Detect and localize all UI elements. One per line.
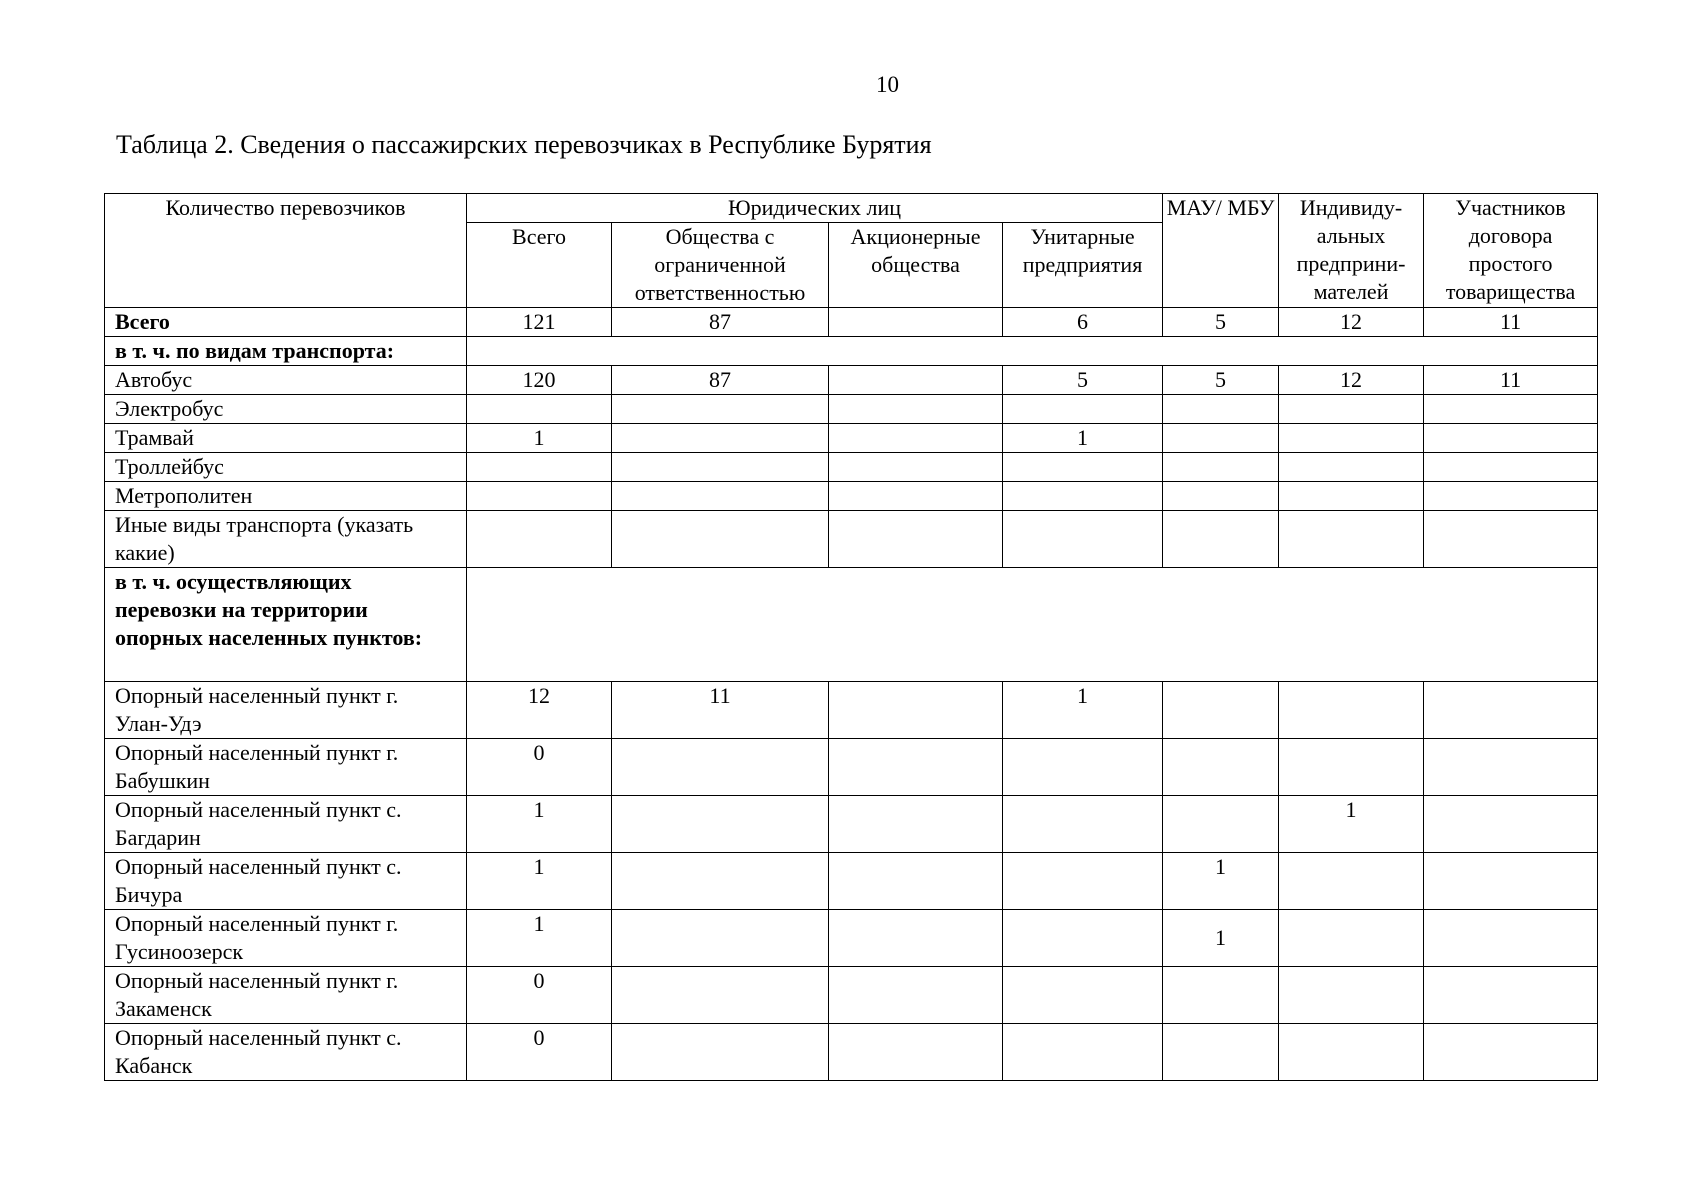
table-cell: 5 (1163, 308, 1279, 337)
table-cell: 87 (612, 366, 829, 395)
header-col-label: Количество перевозчиков (105, 194, 467, 308)
section-label-settlements: в т. ч. осуществляющих перевозки на территории опорных населенных пунктов: (105, 568, 467, 682)
table-cell: 1 (467, 796, 612, 853)
table-cell (1279, 395, 1424, 424)
table-cell: 5 (1003, 366, 1163, 395)
table-cell (1279, 739, 1424, 796)
table-cell (612, 424, 829, 453)
table-cell (1003, 511, 1163, 568)
table-cell (829, 366, 1003, 395)
settlement-row (105, 682, 1598, 739)
table-cell (1424, 682, 1598, 739)
table-cell (1279, 853, 1424, 910)
table-cell (829, 796, 1003, 853)
table-cell: 1 (467, 910, 612, 967)
row-label: Электробус (105, 395, 467, 424)
table-cell (1424, 395, 1598, 424)
table-cell (1003, 395, 1163, 424)
row-label: Троллейбус (105, 453, 467, 482)
table-cell (829, 308, 1003, 337)
table-cell (1279, 910, 1424, 967)
table-cell (1424, 511, 1598, 568)
table-cell (829, 1024, 1003, 1081)
section-row-settlements (105, 568, 1598, 682)
table-cell: 12 (467, 682, 612, 739)
header-mau: МАУ/ МБУ (1163, 194, 1279, 308)
table-cell (467, 511, 612, 568)
table-cell: 0 (467, 967, 612, 1024)
table-cell (829, 853, 1003, 910)
row-label: Опорный населенный пункт г. Бабушкин (105, 739, 467, 796)
settlement-row (105, 967, 1598, 1024)
transport-row (105, 453, 1598, 482)
table-cell (829, 739, 1003, 796)
table-cell (1003, 1024, 1163, 1081)
table-cell: 0 (467, 1024, 612, 1081)
header-unitary: Унитарные предприятия (1003, 223, 1163, 308)
table-cell (1163, 796, 1279, 853)
table-cell: 1 (1279, 796, 1424, 853)
table-cell (1424, 853, 1598, 910)
table-cell (1424, 424, 1598, 453)
table-cell (1424, 482, 1598, 511)
table-cell (1424, 910, 1598, 967)
table-cell (1424, 739, 1598, 796)
section-label-transport: в т. ч. по видам транспорта: (105, 337, 467, 366)
row-label: Иные виды транспорта (указать какие) (105, 511, 467, 568)
header-individual: Индивиду-альных предприни-мателей (1279, 194, 1424, 308)
table-cell (829, 682, 1003, 739)
table-cell (1003, 853, 1163, 910)
total-row (105, 308, 1598, 337)
page-number: 10 (876, 72, 899, 97)
header-partners: Участников договора простого товарищества (1424, 194, 1598, 308)
table-cell (829, 910, 1003, 967)
table-cell (612, 910, 829, 967)
header-jsc: Акционерные общества (829, 223, 1003, 308)
table-cell: 11 (1424, 366, 1598, 395)
table-cell: 1 (1163, 910, 1279, 967)
table-cell (612, 967, 829, 1024)
table-cell (1279, 453, 1424, 482)
header-legal-entities: Юридических лиц (467, 194, 1163, 223)
table-cell: 1 (1163, 853, 1279, 910)
table-cell: 120 (467, 366, 612, 395)
table-cell (1279, 682, 1424, 739)
table-cell (829, 424, 1003, 453)
table-cell: 12 (1279, 308, 1424, 337)
table-cell (467, 453, 612, 482)
carriers-table (104, 193, 1598, 1081)
table-cell (1424, 1024, 1598, 1081)
table-cell (1279, 967, 1424, 1024)
settlement-row (105, 739, 1598, 796)
table-cell (829, 482, 1003, 511)
table-cell: 1 (1003, 682, 1163, 739)
section-empty (467, 568, 1598, 682)
row-label: Опорный населенный пункт г. Гусиноозерск (105, 910, 467, 967)
table-cell (612, 1024, 829, 1081)
table-cell (829, 395, 1003, 424)
table-cell (829, 511, 1003, 568)
table-cell (612, 853, 829, 910)
table-cell: 6 (1003, 308, 1163, 337)
table-cell: 11 (1424, 308, 1598, 337)
row-label: Опорный населенный пункт г. Закаменск (105, 967, 467, 1024)
table-cell: 11 (612, 682, 829, 739)
table-cell (1163, 1024, 1279, 1081)
transport-row (105, 482, 1598, 511)
section-row-transport (105, 337, 1598, 366)
row-label: Опорный населенный пункт с. Багдарин (105, 796, 467, 853)
table-cell (1003, 739, 1163, 796)
row-label: Метрополитен (105, 482, 467, 511)
table-cell (1163, 967, 1279, 1024)
table-cell: 1 (467, 424, 612, 453)
table-cell (1424, 967, 1598, 1024)
table-cell (612, 796, 829, 853)
table-cell (829, 453, 1003, 482)
table-cell (1424, 453, 1598, 482)
table-cell: 5 (1163, 366, 1279, 395)
settlement-row (105, 1024, 1598, 1081)
table-cell (1003, 967, 1163, 1024)
table-cell (612, 395, 829, 424)
table-cell (1424, 796, 1598, 853)
table-cell (1163, 511, 1279, 568)
table-cell (1163, 395, 1279, 424)
table-caption: Таблица 2. Сведения о пассажирских перевозчиках в Республике Бурятия (116, 130, 932, 159)
table-cell (612, 482, 829, 511)
table-cell (612, 739, 829, 796)
transport-row (105, 395, 1598, 424)
table-cell (612, 453, 829, 482)
table-cell (1279, 424, 1424, 453)
row-label: Опорный населенный пункт г. Улан-Удэ (105, 682, 467, 739)
table-cell (1163, 482, 1279, 511)
settlement-row (105, 796, 1598, 853)
transport-row (105, 366, 1598, 395)
table-cell (829, 967, 1003, 1024)
table-cell (1163, 453, 1279, 482)
settlement-row (105, 853, 1598, 910)
table-cell (1003, 482, 1163, 511)
table-cell (1279, 511, 1424, 568)
row-label: Опорный населенный пункт с. Кабанск (105, 1024, 467, 1081)
settlement-row (105, 910, 1598, 967)
table-cell (1003, 910, 1163, 967)
table-cell: 0 (467, 739, 612, 796)
header-total: Всего (467, 223, 612, 308)
table-cell (1003, 796, 1163, 853)
row-label: Автобус (105, 366, 467, 395)
table-cell: 12 (1279, 366, 1424, 395)
section-empty (467, 337, 1598, 366)
table-cell (1163, 739, 1279, 796)
table-cell (1279, 1024, 1424, 1081)
table-cell (1279, 482, 1424, 511)
transport-row (105, 511, 1598, 568)
row-label: Трамвай (105, 424, 467, 453)
transport-row (105, 424, 1598, 453)
table-cell (467, 482, 612, 511)
table-cell (612, 511, 829, 568)
table-cell (467, 395, 612, 424)
table-cell: 87 (612, 308, 829, 337)
table-cell: 121 (467, 308, 612, 337)
table-cell (1003, 453, 1163, 482)
header-llc: Общества с ограниченной ответственностью (612, 223, 829, 308)
table-cell (1163, 424, 1279, 453)
table-cell: 1 (467, 853, 612, 910)
total-row-label: Всего (105, 308, 467, 337)
row-label: Опорный населенный пункт с. Бичура (105, 853, 467, 910)
table-cell (1163, 682, 1279, 739)
table-cell: 1 (1003, 424, 1163, 453)
